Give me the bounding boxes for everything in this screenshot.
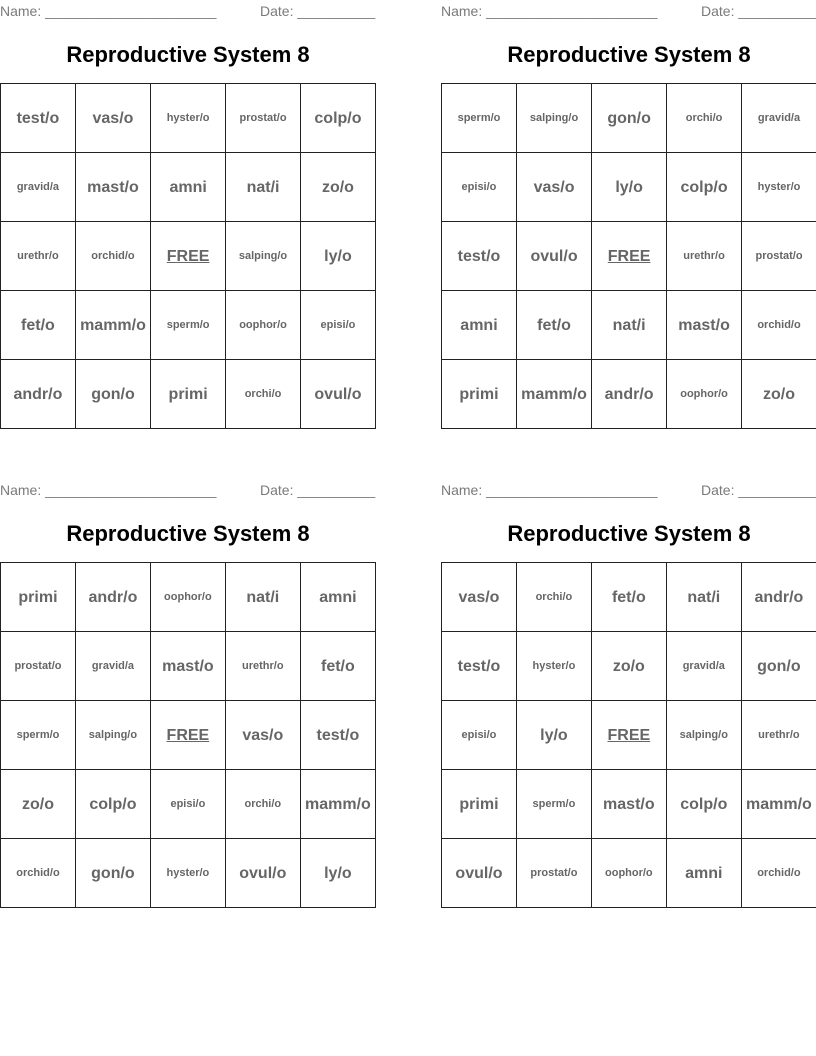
grid-cell: orchid/o	[75, 222, 150, 291]
grid-cell: sperm/o	[442, 84, 517, 153]
grid-cell: nat/i	[225, 563, 300, 632]
grid-cell: gravid/a	[1, 153, 76, 222]
grid-cell: gravid/a	[742, 84, 816, 153]
grid-cell: colp/o	[300, 84, 375, 153]
name-date-row	[0, 0, 376, 22]
grid-cell: salping/o	[75, 701, 150, 770]
grid-cell: episi/o	[300, 291, 375, 360]
bingo-card-2	[441, 0, 816, 403]
grid-row	[1, 770, 376, 839]
grid-cell: amni	[300, 563, 375, 632]
grid-row	[1, 632, 376, 701]
grid-row	[1, 360, 376, 429]
grid-cell: orchi/o	[225, 770, 300, 839]
name-date-row	[441, 0, 816, 22]
grid-cell: mamm/o	[300, 770, 375, 839]
name-field: Name: ______________________	[0, 482, 217, 498]
grid-cell: gravid/a	[75, 632, 150, 701]
name-date-row	[441, 479, 816, 501]
grid-row	[1, 839, 376, 908]
grid-cell: fet/o	[1, 291, 76, 360]
grid-cell: episi/o	[150, 770, 225, 839]
grid-cell: ovul/o	[516, 222, 591, 291]
grid-row	[442, 153, 816, 222]
grid-row	[442, 839, 816, 908]
grid-row	[1, 563, 376, 632]
grid-cell: ly/o	[592, 153, 667, 222]
grid-row	[1, 701, 376, 770]
grid-row	[1, 291, 376, 360]
grid-cell: orchid/o	[742, 291, 816, 360]
grid-cell: zo/o	[742, 360, 816, 429]
free-space-cell: FREE	[591, 701, 666, 770]
bingo-grid	[441, 83, 816, 429]
bingo-grid	[0, 562, 376, 908]
grid-cell: ovul/o	[442, 839, 517, 908]
grid-cell: vas/o	[442, 563, 517, 632]
grid-row	[442, 222, 816, 291]
date-field: Date: __________	[701, 3, 816, 19]
name-field: Name: ______________________	[0, 3, 217, 19]
grid-cell: amni	[442, 291, 517, 360]
grid-cell: oophor/o	[591, 839, 666, 908]
card-title: Reproductive System 8	[507, 42, 751, 67]
card-title: Reproductive System 8	[66, 521, 310, 546]
grid-row	[1, 222, 376, 291]
grid-cell: nat/i	[226, 153, 301, 222]
grid-cell: mast/o	[591, 770, 666, 839]
grid-cell: primi	[1, 563, 76, 632]
grid-cell: hyster/o	[742, 153, 816, 222]
grid-cell: test/o	[442, 222, 517, 291]
grid-cell: test/o	[442, 632, 517, 701]
grid-cell: zo/o	[300, 153, 375, 222]
bingo-card-1	[0, 0, 376, 403]
grid-cell: hyster/o	[151, 84, 226, 153]
grid-cell: colp/o	[667, 153, 742, 222]
name-field: Name: ______________________	[441, 482, 658, 498]
grid-cell: oophor/o	[150, 563, 225, 632]
grid-cell: colp/o	[75, 770, 150, 839]
grid-cell: andr/o	[741, 563, 816, 632]
grid-cell: ly/o	[300, 222, 375, 291]
grid-cell: ly/o	[516, 701, 591, 770]
grid-cell: vas/o	[75, 84, 150, 153]
grid-cell: gon/o	[75, 360, 150, 429]
date-field: Date: __________	[260, 3, 376, 19]
grid-cell: sperm/o	[151, 291, 226, 360]
grid-cell: fet/o	[591, 563, 666, 632]
grid-cell: zo/o	[1, 770, 76, 839]
grid-cell: orchi/o	[226, 360, 301, 429]
grid-row	[1, 153, 376, 222]
grid-cell: test/o	[300, 701, 375, 770]
grid-row	[442, 84, 816, 153]
free-space-cell: FREE	[151, 222, 226, 291]
grid-cell: mast/o	[150, 632, 225, 701]
grid-row	[1, 84, 376, 153]
grid-cell: nat/i	[592, 291, 667, 360]
grid-cell: nat/i	[666, 563, 741, 632]
grid-cell: gon/o	[592, 84, 667, 153]
grid-cell: fet/o	[300, 632, 375, 701]
grid-cell: prostat/o	[742, 222, 816, 291]
grid-cell: amni	[151, 153, 226, 222]
grid-cell: mast/o	[667, 291, 742, 360]
name-date-row	[0, 479, 376, 501]
grid-cell: amni	[666, 839, 741, 908]
grid-cell: urethr/o	[1, 222, 76, 291]
grid-cell: gon/o	[75, 839, 150, 908]
grid-row	[442, 701, 816, 770]
grid-cell: episi/o	[442, 153, 517, 222]
grid-cell: hyster/o	[516, 632, 591, 701]
card-title: Reproductive System 8	[66, 42, 310, 67]
grid-cell: primi	[151, 360, 226, 429]
grid-cell: mamm/o	[741, 770, 816, 839]
grid-cell: primi	[442, 360, 517, 429]
grid-cell: salping/o	[666, 701, 741, 770]
grid-cell: ly/o	[300, 839, 375, 908]
grid-cell: urethr/o	[741, 701, 816, 770]
grid-cell: salping/o	[226, 222, 301, 291]
grid-row	[442, 360, 816, 429]
grid-cell: andr/o	[1, 360, 76, 429]
grid-row	[442, 770, 816, 839]
grid-row	[442, 632, 816, 701]
grid-cell: gravid/a	[666, 632, 741, 701]
free-space-cell: FREE	[150, 701, 225, 770]
name-field: Name: ______________________	[441, 3, 658, 19]
grid-cell: primi	[442, 770, 517, 839]
grid-cell: salping/o	[516, 84, 591, 153]
grid-cell: sperm/o	[1, 701, 76, 770]
grid-cell: orchid/o	[1, 839, 76, 908]
grid-cell: ovul/o	[300, 360, 375, 429]
grid-cell: oophor/o	[667, 360, 742, 429]
date-field: Date: __________	[260, 482, 376, 498]
bingo-card-3	[0, 479, 376, 882]
grid-cell: colp/o	[666, 770, 741, 839]
grid-cell: sperm/o	[516, 770, 591, 839]
grid-cell: vas/o	[516, 153, 591, 222]
grid-cell: vas/o	[225, 701, 300, 770]
grid-cell: test/o	[1, 84, 76, 153]
grid-cell: andr/o	[592, 360, 667, 429]
bingo-grid	[441, 562, 816, 908]
grid-cell: hyster/o	[150, 839, 225, 908]
free-space-cell: FREE	[592, 222, 667, 291]
grid-cell: episi/o	[442, 701, 517, 770]
grid-cell: mamm/o	[516, 360, 591, 429]
grid-cell: oophor/o	[226, 291, 301, 360]
grid-cell: urethr/o	[225, 632, 300, 701]
grid-cell: prostat/o	[226, 84, 301, 153]
grid-cell: fet/o	[516, 291, 591, 360]
bingo-grid	[0, 83, 376, 429]
bingo-card-4	[441, 479, 816, 882]
grid-cell: prostat/o	[516, 839, 591, 908]
grid-cell: orchi/o	[667, 84, 742, 153]
card-title: Reproductive System 8	[507, 521, 751, 546]
grid-cell: orchid/o	[741, 839, 816, 908]
grid-cell: andr/o	[75, 563, 150, 632]
grid-row	[442, 563, 816, 632]
grid-cell: prostat/o	[1, 632, 76, 701]
grid-cell: urethr/o	[667, 222, 742, 291]
grid-cell: orchi/o	[516, 563, 591, 632]
grid-cell: gon/o	[741, 632, 816, 701]
date-field: Date: __________	[701, 482, 816, 498]
grid-cell: mamm/o	[75, 291, 150, 360]
grid-row	[442, 291, 816, 360]
grid-cell: zo/o	[591, 632, 666, 701]
grid-cell: ovul/o	[225, 839, 300, 908]
grid-cell: mast/o	[75, 153, 150, 222]
